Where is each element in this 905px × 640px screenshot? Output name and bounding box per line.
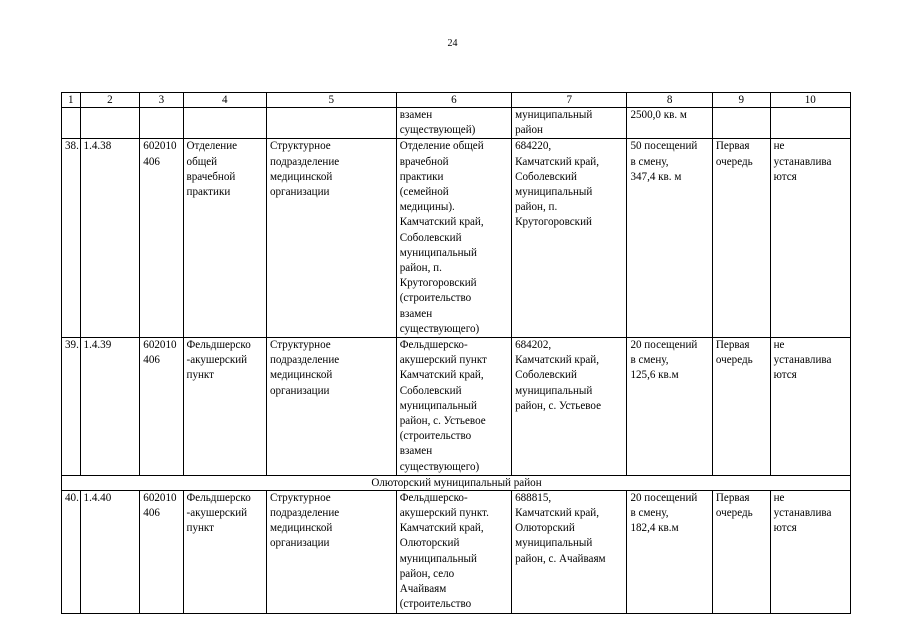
table-row-continuation: [62, 108, 851, 139]
cell-num: 39.: [62, 338, 81, 476]
cell-zones: не устанавлива ются: [770, 139, 850, 338]
cell-num: [62, 108, 81, 139]
section-title: Олюторский муниципальный район: [62, 475, 851, 490]
cell-location: муниципальный район: [512, 108, 627, 139]
cell-stage: Первая очередь: [712, 139, 770, 338]
column-number: 9: [712, 93, 770, 108]
column-number: 2: [80, 93, 140, 108]
section-row: [62, 475, 851, 490]
column-number: 1: [62, 93, 81, 108]
cell-stage: Первая очередь: [712, 338, 770, 476]
cell-description: Фельдшерско- акушерский пункт Камчатский край, Соболевский муниципальный район, с. Устьевое (строительство взамен существующего): [396, 338, 511, 476]
cell-purpose: Структурное подразделение медицинской организации: [266, 490, 396, 613]
cell-description: Отделение общей врачебной практики (семейной медицины). Камчатский край, Соболевский муниципальный район, п. Крутогоровский (строительство взамен существующего): [396, 139, 511, 338]
cell-location: 688815, Камчатский край, Олюторский муниципальный район, с. Ачайваям: [512, 490, 627, 613]
cell-capacity: 20 посещений в смену, 125,6 кв.м: [627, 338, 712, 476]
cell-code: 1.4.38: [80, 139, 140, 338]
column-number: 5: [266, 93, 396, 108]
cell-description: Фельдшерско- акушерский пункт. Камчатский край, Олюторский муниципальный район, село Ачайваям (строительство: [396, 490, 511, 613]
cell-num: 38.: [62, 139, 81, 338]
cell-stage: [712, 108, 770, 139]
cell-zones: не устанавлива ются: [770, 338, 850, 476]
cell-code: 1.4.40: [80, 490, 140, 613]
cell-location: 684202, Камчатский край, Соболевский муниципальный район, с. Устьевое: [512, 338, 627, 476]
cell-capacity: 50 посещений в смену, 347,4 кв. м: [627, 139, 712, 338]
page-number: 24: [447, 38, 458, 49]
cell-description: взамен существующей): [396, 108, 511, 139]
cell-location: 684220, Камчатский край, Соболевский муниципальный район, п. Крутогоровский: [512, 139, 627, 338]
cell-code: [80, 108, 140, 139]
column-number: 4: [183, 93, 266, 108]
cell-name: Фельдшерско -акушерский пункт: [183, 490, 266, 613]
cell-purpose: [266, 108, 396, 139]
column-number: 6: [396, 93, 511, 108]
column-number: 10: [770, 93, 850, 108]
cell-code: 1.4.39: [80, 338, 140, 476]
cell-name: [183, 108, 266, 139]
cell-class: [140, 108, 183, 139]
table-row: [62, 490, 851, 613]
table-row: [62, 338, 851, 476]
cell-name: Отделение общей врачебной практики: [183, 139, 266, 338]
cell-capacity: 20 посещений в смену, 182,4 кв.м: [627, 490, 712, 613]
column-number: 3: [140, 93, 183, 108]
cell-zones: не устанавлива ются: [770, 490, 850, 613]
cell-num: 40.: [62, 490, 81, 613]
cell-class: 602010 406: [140, 490, 183, 613]
column-number-row: [62, 93, 851, 108]
table-row: [62, 139, 851, 338]
cell-class: 602010 406: [140, 139, 183, 338]
column-number: 8: [627, 93, 712, 108]
cell-capacity: 2500,0 кв. м: [627, 108, 712, 139]
cell-name: Фельдшерско -акушерский пункт: [183, 338, 266, 476]
objects-table: [61, 92, 851, 614]
column-number: 7: [512, 93, 627, 108]
cell-class: 602010 406: [140, 338, 183, 476]
cell-stage: Первая очередь: [712, 490, 770, 613]
cell-purpose: Структурное подразделение медицинской организации: [266, 139, 396, 338]
cell-zones: [770, 108, 850, 139]
cell-purpose: Структурное подразделение медицинской организации: [266, 338, 396, 476]
